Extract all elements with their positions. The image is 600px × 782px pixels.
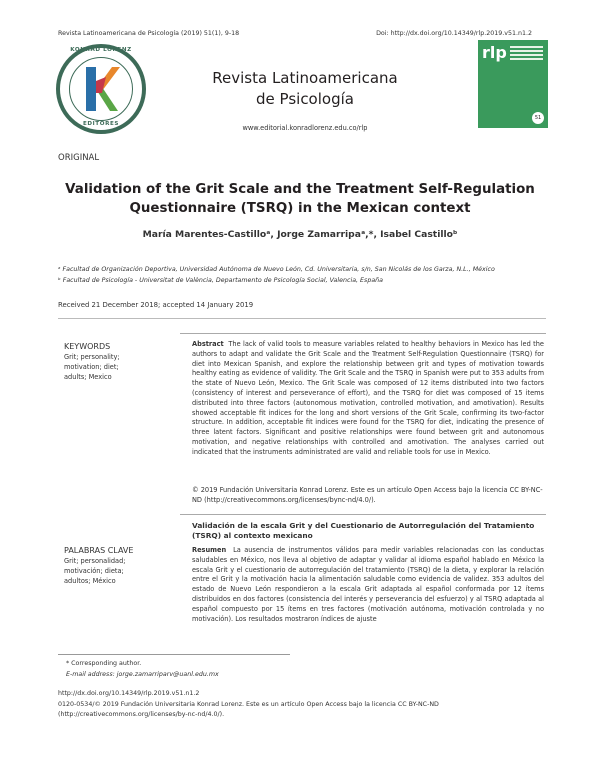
footer-license: 0120-0534/© 2019 Fundación Universitaria Konrad Lorenz. Este es un artículo Open Access bajo la licencia CC BY-NC-ND (http://creativecommons.org/licenses/by-nc-nd/4.0/). — [58, 701, 439, 718]
copyright-notice: © 2019 Fundación Universitaria Konrad Lorenz. Este es un artículo Open Access bajo la licencia CC BY-NC-ND (http://creativecommons.org/licenses/bync-nd/4.0/). — [192, 486, 543, 504]
resumen-text: La ausencia de instrumentos válidos para medir variables relacionadas con las conductas saludables en México, nos lleva al objetivo de adaptar y validar al idioma español hablado en México la escala Grit y el cuestionario de autorregulación del tratamiento (TSRQ) de la dieta, y explorar la relación entre el Grit y la motivación hacia la alimentación saludable como evidencia de validez. 353 adultos del estado de Nuevo León respondieron a la escala Grit adaptada al español conformada por 12 ítems distribuidos en dos factores (consistencia del interés y perseverancia del esfuerzo) y al TSRQ adaptada al español compuesto por 15 ítems en tres factores (motivación autónoma, motivación controlada y no motivación). Los resultados mostraron índices de ajuste — [192, 546, 544, 623]
abstract-text: The lack of valid tools to measure variables related to healthy behaviors in Mexico has led the authors to adapt and validate the Grit Scale and the Treatment Self-Regulation Questionnaire (TSRQ) for diet into Mexican Spanish, and explore the relationship between grit and types of motivation towards healthy eating as evidence of validity. The Grit Scale and the TSRQ in Spanish were put to 353 adults from the state of Nuevo León, Mexico. The Grit Scale was composed of 12 items distributed into two factors (consistency of interest and perseverance of effort), and the TSRQ for diet was composed of 15 items distributed into three factors (autonomous motivation, controlled motivation, and amotivation). Results showed acceptable fit indices for the long and short versions of the Grit Scale, confirming its two-factor structure. In addition, acceptable fit indices were found for the TSRQ for diet, indicating the presence of three latent factors. Significant and positive relationships were found between grit and autonomous motivation, and negative relationships with controlled and amotivation. The analyses carried out indicated that the instruments administrated are valid and reliable tools for use in Mexico. — [192, 340, 544, 456]
keyword-line: Grit; personality; — [64, 353, 120, 361]
palabras-clave-list — [64, 557, 164, 586]
keywords-list — [64, 353, 164, 382]
journal-url[interactable]: www.editorial.konradlorenz.edu.co/rlp — [242, 124, 368, 132]
keyword-line: Grit; personalidad; — [64, 557, 126, 565]
logo-top-text: KONRAD LORENZ — [70, 47, 132, 53]
divider — [58, 318, 546, 319]
logo-bottom-text: EDITORES — [82, 121, 120, 127]
resumen-box-top-rule — [180, 514, 546, 515]
running-header-citation: Revista Latinoamericana de Psicología (2019) 51(1), 9-18 — [58, 30, 240, 37]
publisher-logo — [56, 44, 146, 134]
journal-name-line2: de Psicología — [256, 90, 354, 108]
cover-number: 51 — [532, 112, 544, 124]
keyword-line: motivación; dieta; — [64, 566, 124, 575]
journal-name — [180, 68, 430, 110]
abstract-box-top-rule — [180, 333, 546, 334]
keyword-line: adultos; México — [64, 576, 116, 585]
journal-cover-thumbnail — [478, 40, 548, 128]
corresponding-author-note: * Corresponding author. — [66, 660, 142, 667]
abstract — [192, 340, 544, 458]
corresponding-email[interactable]: E-mail address: jorge.zamarriparv@uanl.edu.mx — [66, 671, 219, 678]
cover-title-lines — [510, 46, 543, 62]
footnote-divider — [58, 654, 290, 655]
palabras-clave-heading: PALABRAS CLAVE — [64, 546, 134, 555]
keywords-heading: KEYWORDS — [64, 342, 111, 351]
keyword-line: motivation; diet; — [64, 362, 119, 371]
article-type: ORIGINAL — [58, 153, 100, 163]
resumen — [192, 546, 544, 624]
author-list: María Marentes-Castilloᵃ, Jorge Zamarripaᵃ,*, Isabel Castilloᵇ — [142, 229, 458, 240]
received-dates: Received 21 December 2018; accepted 14 January 2019 — [58, 301, 254, 309]
affiliation-a: ᵃ Facultad de Organización Deportiva, Universidad Autónoma de Nuevo León, Cd. Universitaria, s/n, San Nicolás de los Garza, N.L., México — [58, 266, 495, 273]
spanish-title: Validación de la escala Grit y del Cuestionario de Autorregulación del Tratamiento (TSRQ) al contexto mexicano — [192, 521, 535, 540]
k-letter-icon — [82, 63, 120, 115]
resumen-label: Resumen — [192, 546, 227, 554]
footer-doi[interactable]: http://dx.doi.org/10.14349/rlp.2019.v51.n1.2 — [58, 690, 200, 697]
affiliation-b: ᵇ Facultad de Psicología - Universitat de València, Departamento de Psicología Social, Valencia, España — [58, 277, 384, 284]
journal-name-line1: Revista Latinoamericana — [212, 69, 398, 87]
keyword-line: adults; Mexico — [64, 372, 112, 381]
cover-abbrev: rlp — [482, 43, 507, 62]
article-title: Validation of the Grit Scale and the Treatment Self-Regulation Questionnaire (TSRQ) in the Mexican context — [65, 182, 535, 216]
abstract-label: Abstract — [192, 340, 224, 348]
running-header-doi[interactable]: Doi: http://dx.doi.org/10.14349/rlp.2019.v51.n1.2 — [376, 30, 532, 37]
